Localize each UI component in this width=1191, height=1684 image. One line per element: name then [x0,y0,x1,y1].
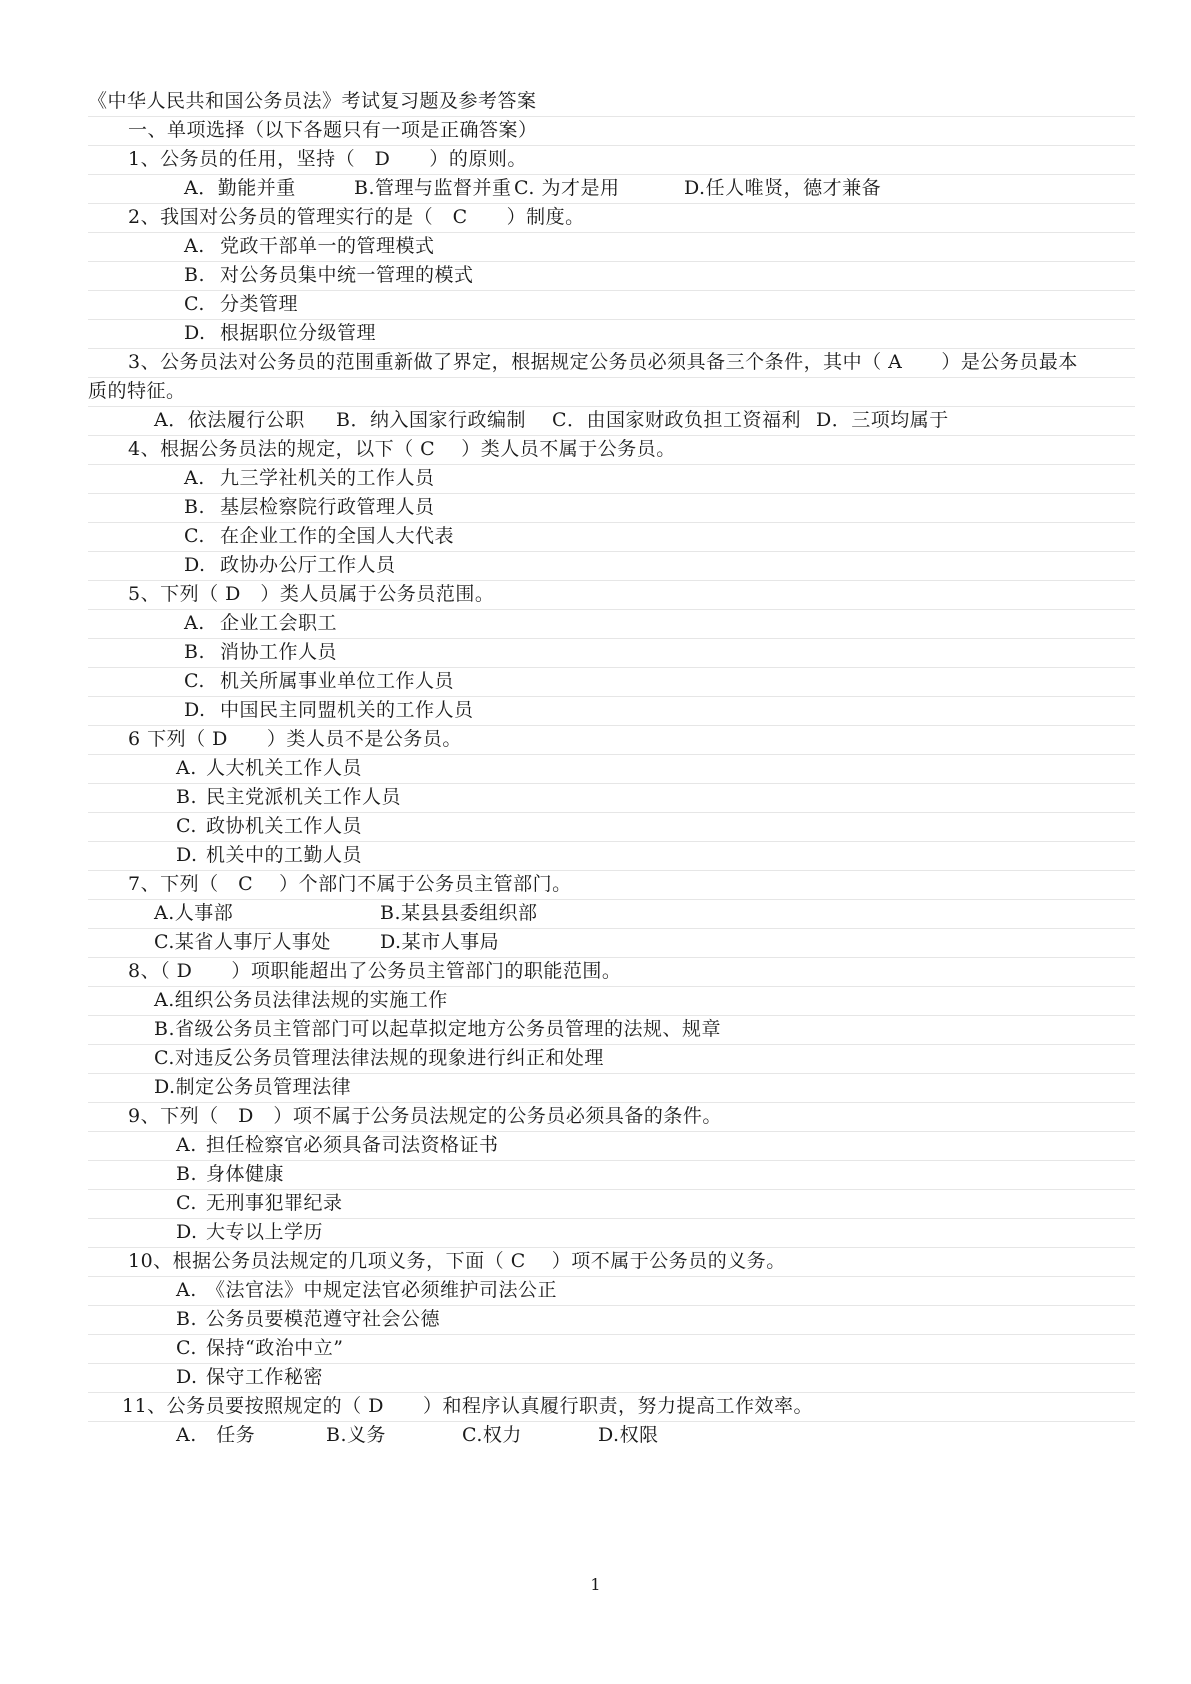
option-c: C. 为才是用 [514,177,620,199]
option-b: B.义务 [326,1424,387,1446]
question-10-option-c [88,1333,1135,1364]
option-text: 党政干部单一的管理模式 [220,235,435,257]
option-a: A．依法履行公职 [154,409,305,431]
question-8-stem: 8、（ D ）项职能超出了公务员主管部门的职能范围。 [88,956,1135,987]
option-text: 中国民主同盟机关的工作人员 [220,699,474,721]
option-text: 根据职位分级管理 [220,322,377,344]
option-b: B.某县县委组织部 [380,902,538,924]
question-5-option-c [88,666,1135,697]
question-2-option-d [88,318,1135,349]
question-9-option-d [88,1217,1135,1248]
question-2-option-b [88,260,1135,291]
option-label: A. [176,1279,197,1301]
question-9-option-a [88,1130,1135,1161]
question-3-stem-line2: 质的特征。 [88,376,1135,407]
option-text: 企业工会职工 [220,612,338,634]
option-text: 政协机关工作人员 [206,815,363,837]
option-label: C. [184,293,205,315]
question-4-option-b [88,492,1135,523]
question-11-stem: 11、公务员要按照规定的（ D ）和程序认真履行职责，努力提高工作效率。 [88,1391,1135,1422]
option-text: 对公务员集中统一管理的模式 [220,264,474,286]
question-3-options [88,405,1135,436]
option-label: A. [184,612,205,634]
question-10-option-a [88,1275,1135,1306]
option-label: A. [184,467,205,489]
option-c: C．由国家财政负担工资福利 [552,409,802,431]
question-7-options-row-2 [88,927,1135,958]
question-2-option-c [88,289,1135,320]
option-text: 政协办公厅工作人员 [220,554,396,576]
question-1-options [88,173,1135,204]
question-1-stem: 1、公务员的任用，坚持（ D ）的原则。 [88,144,1135,175]
option-label: D. [184,322,206,344]
option-label: D. [176,1221,198,1243]
option-label: B. [184,496,206,518]
option-text: 公务员要模范遵守社会公德 [206,1308,441,1330]
question-3-stem-line1: 3、公务员法对公务员的范围重新做了界定，根据规定公务员必须具备三个条件，其中（ A ）是公务员最本 [88,347,1135,378]
option-b: B.管理与监督并重 [354,177,512,199]
option-label: D. [176,1366,198,1388]
option-label: B. [184,641,206,663]
question-10-option-d [88,1362,1135,1393]
option-d: D.某市人事局 [380,931,500,953]
option-d: D．三项均属于 [816,409,949,431]
question-9-stem: 9、下列（ D ）项不属于公务员法规定的公务员必须具备的条件。 [88,1101,1135,1132]
option-text: 机关所属事业单位工作人员 [220,670,455,692]
option-c: C.权力 [462,1424,522,1446]
page-number: 1 [590,1575,601,1594]
option-text: 机关中的工勤人员 [206,844,363,866]
question-6-option-c [88,811,1135,842]
option-label: C. [184,525,205,547]
question-11-options [88,1420,1135,1450]
option-label: C. [176,815,197,837]
option-label: A. [176,757,197,779]
question-6-option-d [88,840,1135,871]
option-text: 基层检察院行政管理人员 [220,496,435,518]
question-6-option-b [88,782,1135,813]
option-text: 保守工作秘密 [206,1366,324,1388]
question-6-option-a [88,753,1135,784]
option-label: B. [176,786,198,808]
option-label: D. [176,844,198,866]
question-6-stem: 6 下列（ D ）类人员不是公务员。 [88,724,1135,755]
option-text: 在企业工作的全国人大代表 [220,525,455,547]
option-label: B. [176,1163,198,1185]
question-4-option-a [88,463,1135,494]
question-5-option-d [88,695,1135,726]
option-text: 大专以上学历 [206,1221,324,1243]
question-4-stem: 4、根据公务员法的规定，以下（ C ）类人员不属于公务员。 [88,434,1135,465]
option-label: A. [176,1134,197,1156]
option-label: D. [184,554,206,576]
option-a: A.人事部 [154,902,234,924]
option-d: D.任人唯贤，德才兼备 [684,177,882,199]
option-text: 无刑事犯罪纪录 [206,1192,343,1214]
option-text: 《法官法》中规定法官必须维护司法公正 [206,1279,558,1301]
section-heading: 一、单项选择（以下各题只有一项是正确答案） [88,115,1135,146]
option-c: C.某省人事厅人事处 [154,931,331,953]
option-text: 民主党派机关工作人员 [206,786,402,808]
question-2-option-a [88,231,1135,262]
question-2-stem: 2、我国对公务员的管理实行的是（ C ）制度。 [88,202,1135,233]
question-4-option-d [88,550,1135,581]
question-10-stem: 10、根据公务员法规定的几项义务，下面（ C ）项不属于公务员的义务。 [88,1246,1135,1277]
option-label: A. [184,235,205,257]
question-7-options-row-1 [88,898,1135,929]
option-d: D.权限 [598,1424,659,1446]
document-title: 《中华人民共和国公务员法》考试复习题及参考答案 [88,86,1135,117]
option-label: D. [184,699,206,721]
question-9-option-c [88,1188,1135,1219]
option-label: B. [184,264,206,286]
option-a: A. 任务 [176,1424,256,1446]
option-text: 分类管理 [220,293,299,315]
question-8-option-a: A.组织公务员法律法规的实施工作 [88,985,1135,1016]
option-text: 消协工作人员 [220,641,338,663]
option-b: B．纳入国家行政编制 [336,409,526,431]
question-10-option-b [88,1304,1135,1335]
option-label: B. [176,1308,198,1330]
option-text: 人大机关工作人员 [206,757,363,779]
option-text: 保持“政治中立” [206,1337,344,1359]
option-label: C. [176,1337,197,1359]
option-text: 担任检察官必须具备司法资格证书 [206,1134,499,1156]
question-4-option-c [88,521,1135,552]
option-a: A．勤能并重 [184,177,296,199]
option-label: C. [184,670,205,692]
question-8-option-d: D.制定公务员管理法律 [88,1072,1135,1103]
question-8-option-c: C.对违反公务员管理法律法规的现象进行纠正和处理 [88,1043,1135,1074]
question-5-option-b [88,637,1135,668]
question-7-stem: 7、下列（ C ）个部门不属于公务员主管部门。 [88,869,1135,900]
question-5-stem: 5、下列（ D ）类人员属于公务员范围。 [88,579,1135,610]
option-text: 九三学社机关的工作人员 [220,467,435,489]
option-label: C. [176,1192,197,1214]
option-text: 身体健康 [206,1163,285,1185]
question-8-option-b: B.省级公务员主管部门可以起草拟定地方公务员管理的法规、规章 [88,1014,1135,1045]
question-9-option-b [88,1159,1135,1190]
question-5-option-a [88,608,1135,639]
